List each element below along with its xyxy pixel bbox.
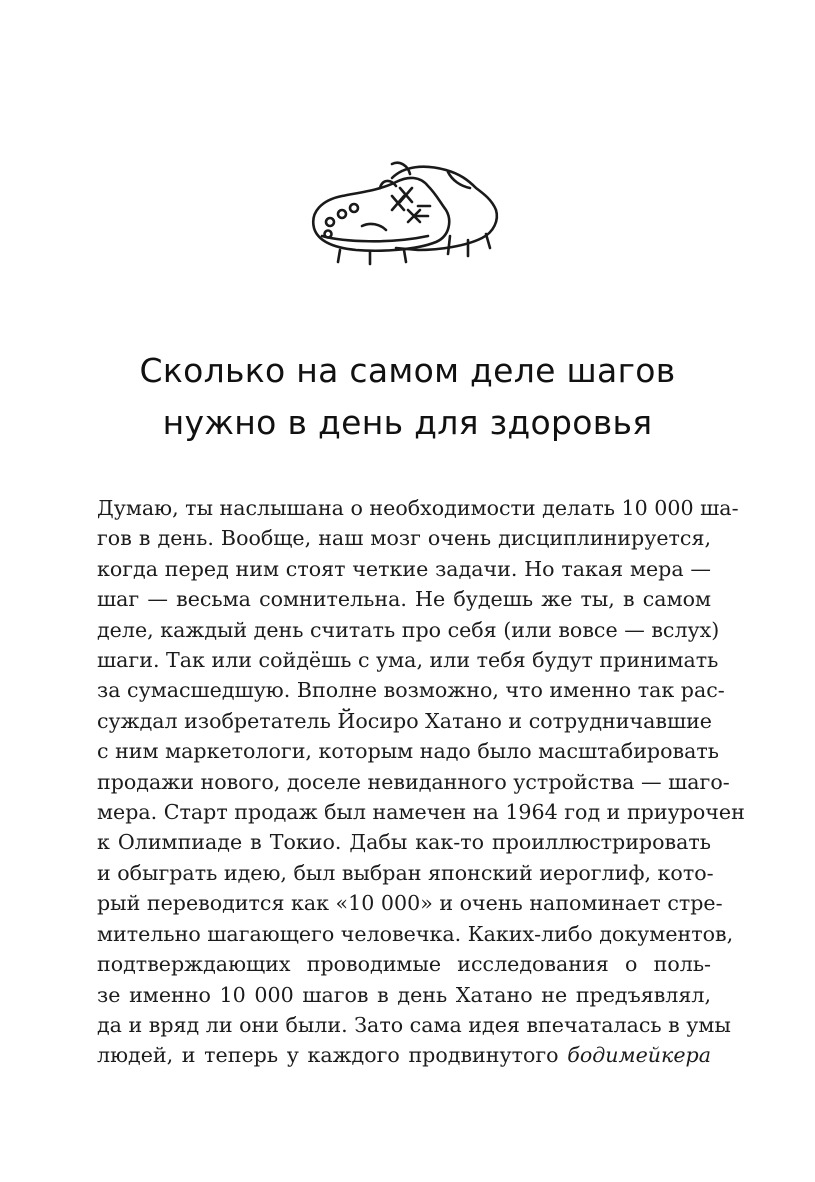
body-text [97, 493, 745, 1071]
text-line: мительно шагающего человечка. Каких-либо документов, [97, 921, 734, 946]
text-line: когда перед ним стоят четкие задачи. Но такая мера — [97, 556, 711, 581]
text-line: продажи нового, доселе невиданного устройства — шаго- [97, 769, 730, 794]
text-line: к Олимпиаде в Токио. Дабы как-то проиллюстрировать [97, 830, 711, 855]
text-line: рый переводится как «10 000» и очень напоминает стре- [97, 891, 723, 916]
text-line: деле, каждый день считать про себя (или вовсе — вслух) [97, 617, 720, 642]
text-line-last-prefix: людей, и теперь у каждого продвинутого [97, 1043, 559, 1068]
text-line: мера. Старт продаж был намечен на 1964 год и приурочен [97, 800, 745, 825]
page-title [0, 345, 815, 449]
text-line: да и вряд ли они были. Зато сама идея впечаталась в умы [97, 1012, 731, 1037]
title-line-1: Сколько на самом деле шагов [139, 351, 676, 390]
text-line: шаг — весьма сомнительна. Не будешь же ты, в самом [97, 587, 711, 612]
football-boots-icon [300, 150, 515, 275]
text-line: подтверждающих проводимые исследования о поль- [97, 952, 711, 977]
text-line: и обыграть идею, был выбран японский иероглиф, кото- [97, 860, 714, 885]
text-line: суждал изобретатель Йосиро Хатано и сотрудничавшие [97, 708, 712, 733]
text-line: Думаю, ты наслышана о необходимости делать 10 000 ша- [97, 496, 739, 520]
title-line-2: нужно в день для здоровья [162, 403, 653, 442]
text-line: шаги. Так или сойдёшь с ума, или тебя будут принимать [97, 648, 719, 673]
text-line-last [97, 1040, 711, 1070]
italic-term: бодимейкера [567, 1043, 712, 1068]
text-line: с ним маркетологи, которым надо было масштабировать [97, 739, 719, 764]
text-line: за сумасшедшую. Вполне возможно, что именно так рас- [97, 678, 725, 703]
text-line: зе именно 10 000 шагов в день Хатано не предъявлял, [97, 982, 711, 1007]
text-line: гов в день. Вообще, наш мозг очень дисциплинируется, [97, 526, 711, 551]
